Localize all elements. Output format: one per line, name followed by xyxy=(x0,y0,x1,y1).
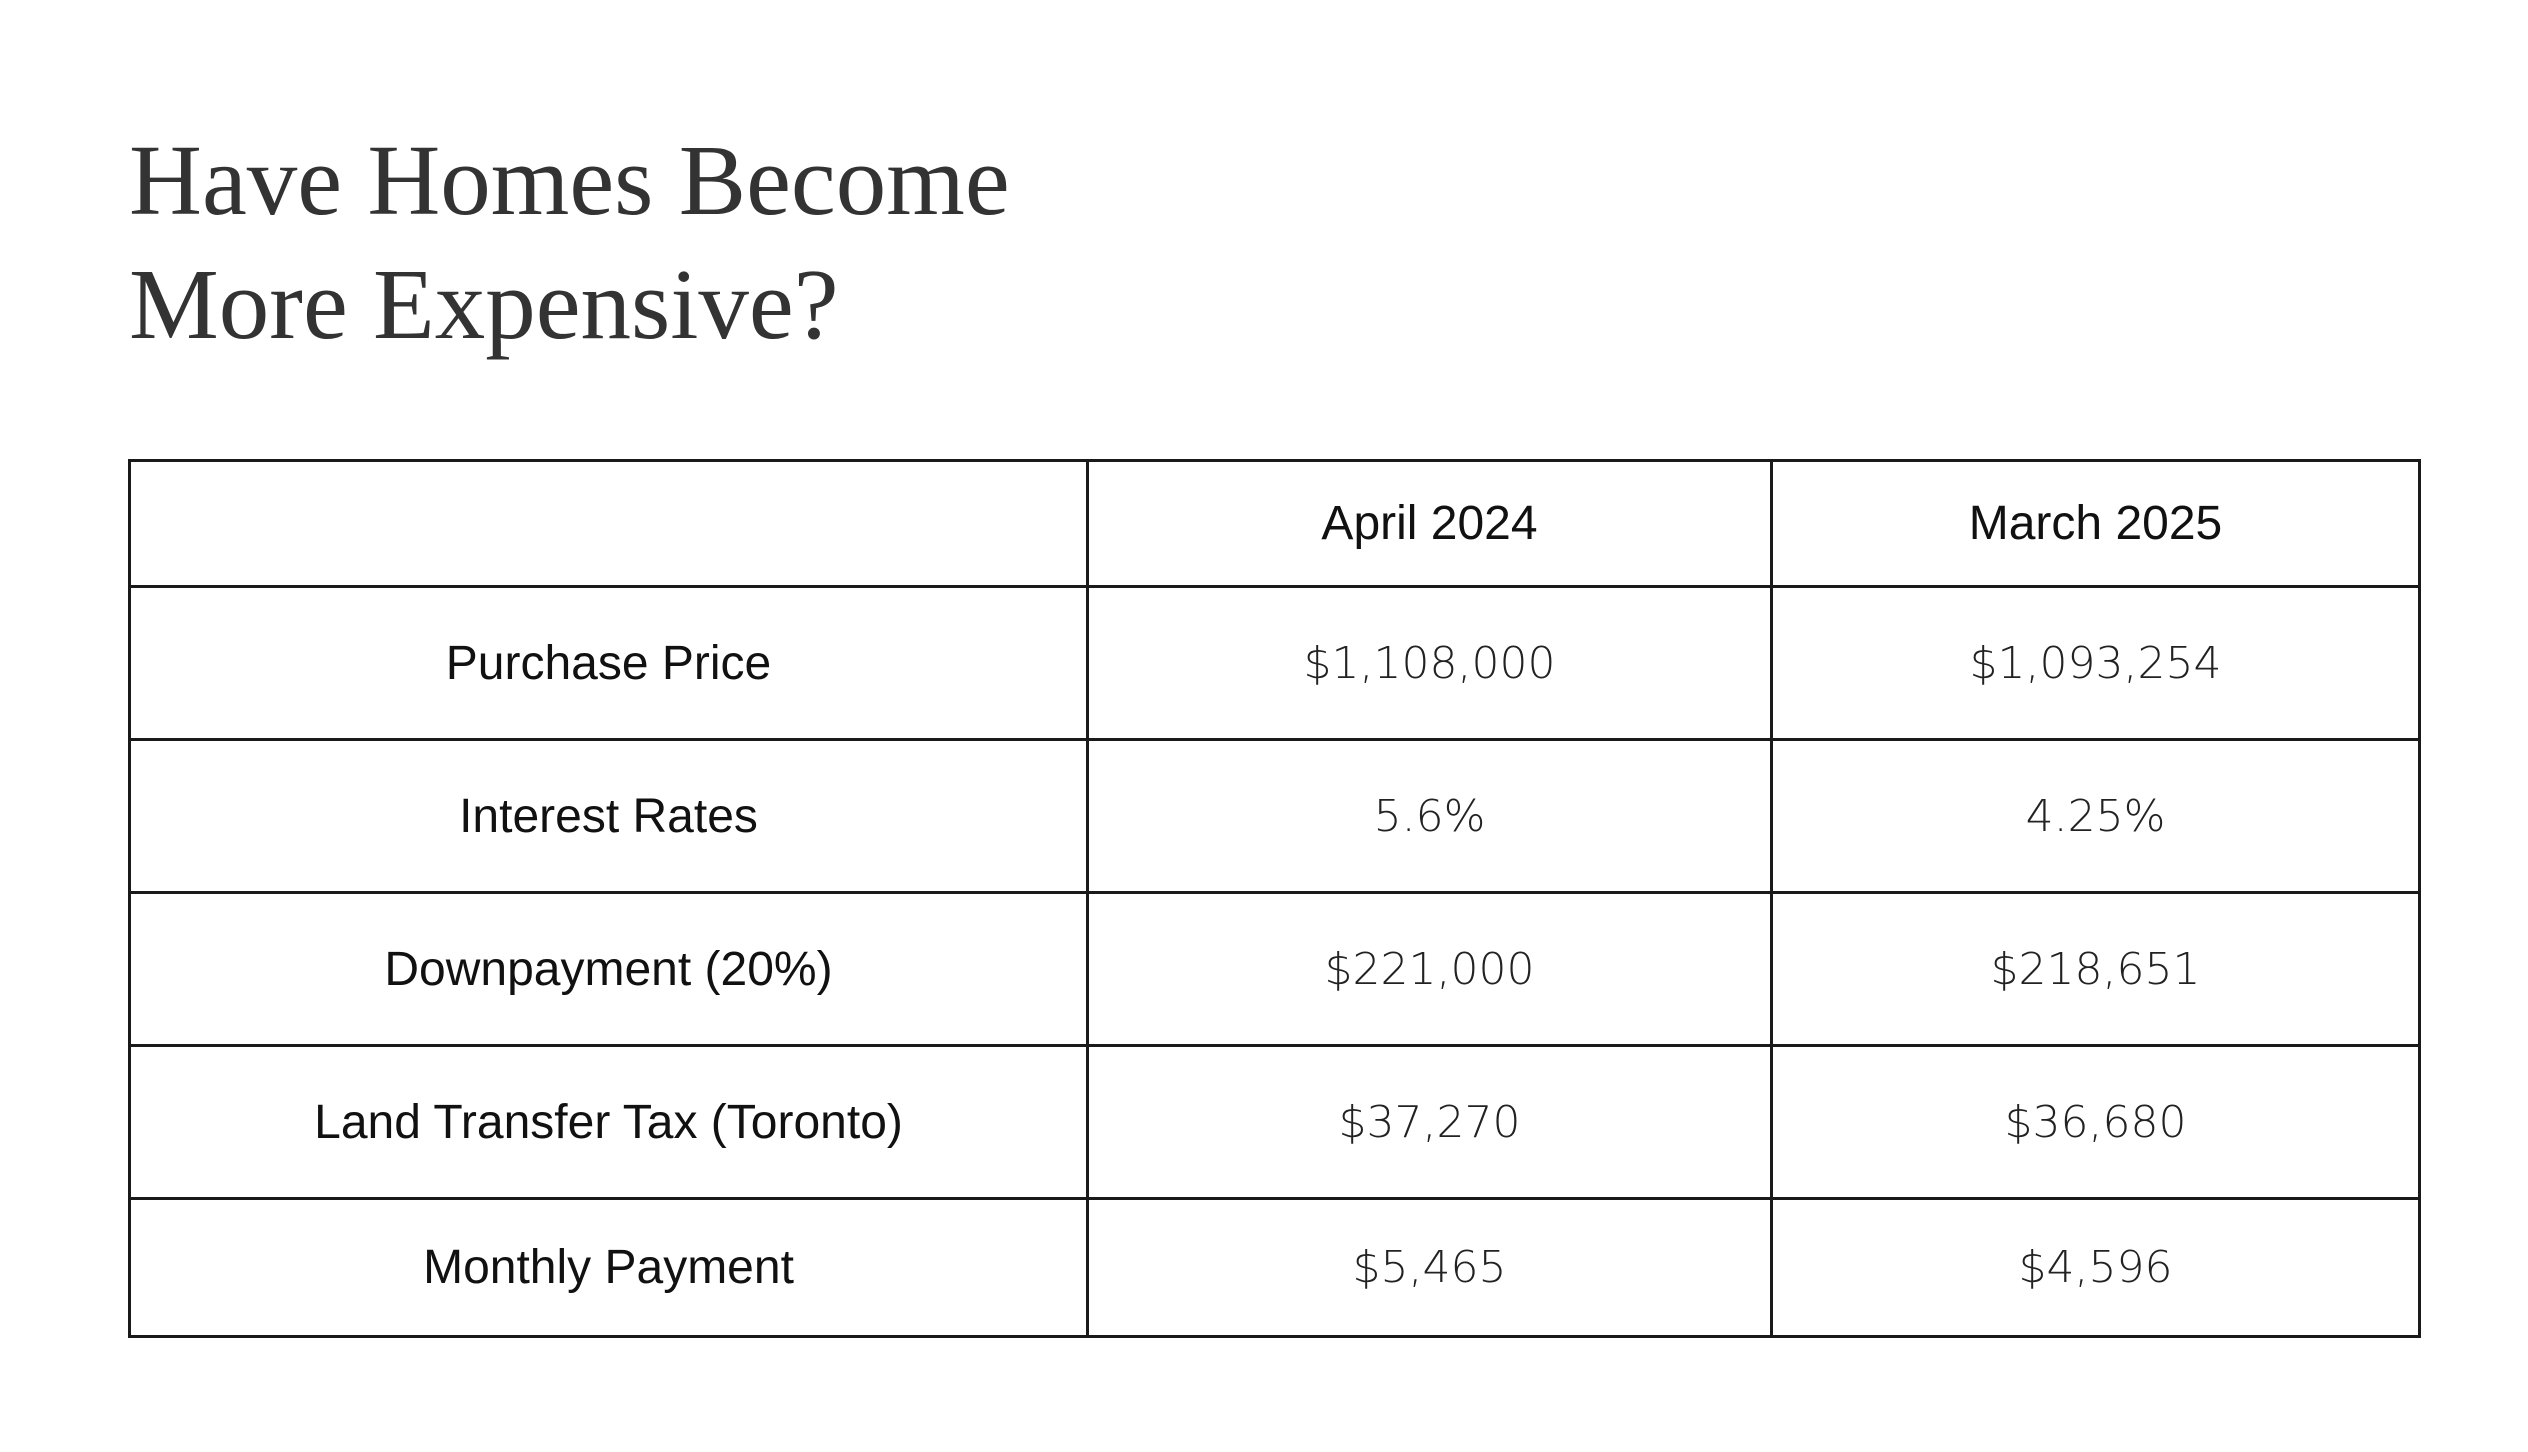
table-row xyxy=(130,740,2420,893)
table-row xyxy=(130,587,2420,740)
table-cell: $5,465 xyxy=(1088,1199,1772,1337)
table-cell: $4,596 xyxy=(1772,1199,2420,1337)
row-label: Monthly Payment xyxy=(130,1199,1088,1337)
page-title xyxy=(129,118,1429,366)
row-label: Land Transfer Tax (Toronto) xyxy=(130,1046,1088,1199)
table-row xyxy=(130,893,2420,1046)
row-label: Purchase Price xyxy=(130,587,1088,740)
page-title-line-1: Have Homes Become xyxy=(129,124,1010,236)
table-cell: $218,651 xyxy=(1772,893,2420,1046)
column-header-april-2024: April 2024 xyxy=(1088,461,1772,587)
page-title-line-2: More Expensive? xyxy=(129,248,839,360)
table-row xyxy=(130,1199,2420,1337)
table-cell: $37,270 xyxy=(1088,1046,1772,1199)
table-cell: 4.25% xyxy=(1772,740,2420,893)
table-cell: $1,093,254 xyxy=(1772,587,2420,740)
comparison-table xyxy=(128,459,2421,1338)
table-header-row xyxy=(130,461,2420,587)
table-cell: 5.6% xyxy=(1088,740,1772,893)
table-cell: $36,680 xyxy=(1772,1046,2420,1199)
table-row xyxy=(130,1046,2420,1199)
table-cell: $221,000 xyxy=(1088,893,1772,1046)
row-label: Interest Rates xyxy=(130,740,1088,893)
column-header-empty xyxy=(130,461,1088,587)
row-label: Downpayment (20%) xyxy=(130,893,1088,1046)
column-header-march-2025: March 2025 xyxy=(1772,461,2420,587)
table-cell: $1,108,000 xyxy=(1088,587,1772,740)
